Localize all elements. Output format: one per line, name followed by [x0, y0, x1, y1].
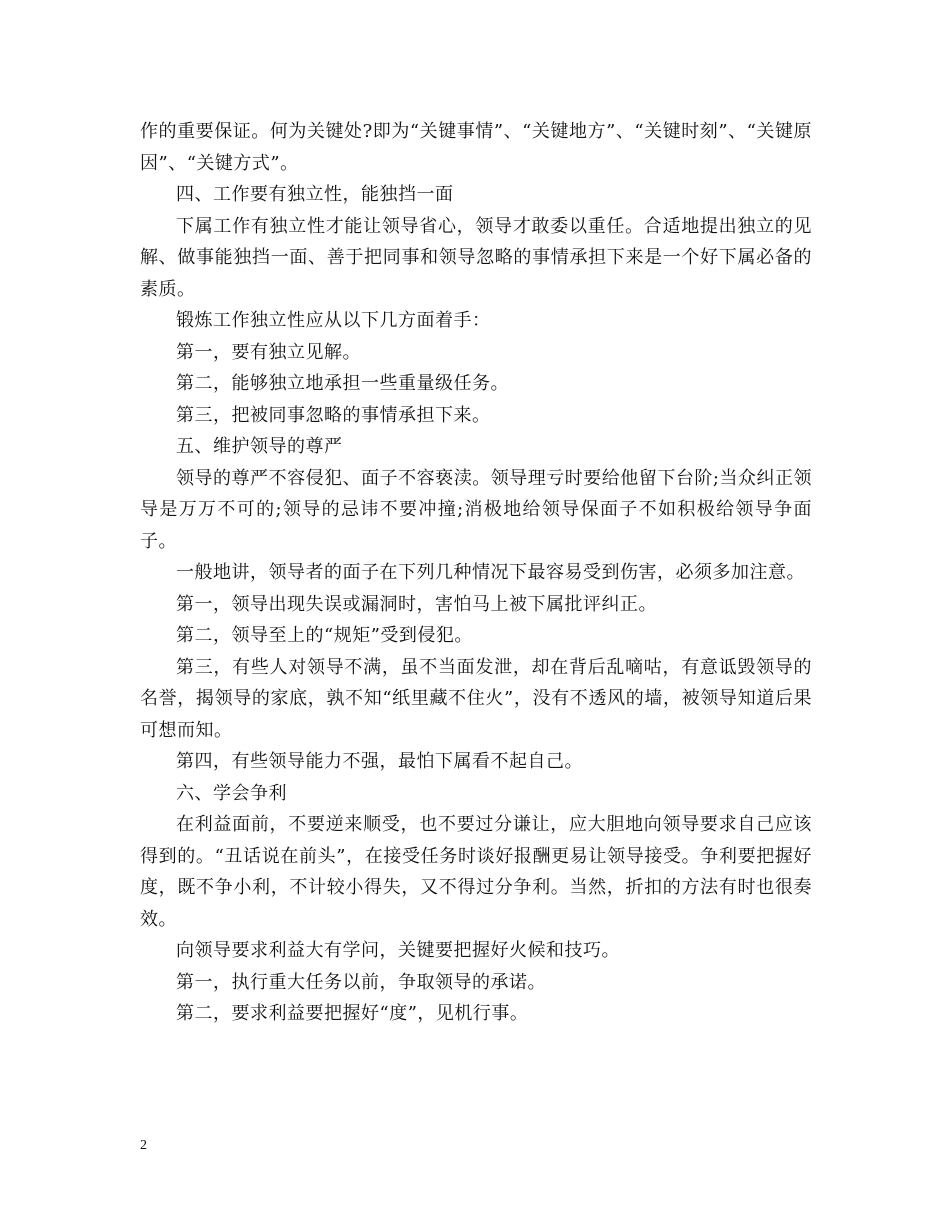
list-item: 第三，把被同事忽略的事情承担下来。: [176, 404, 491, 426]
paragraph: 在利益面前，不要逆来顺受，也不要过分谦让，应大胆地向领导要求自己应该得到的。“丑话说在前头”，在接受任务时谈好报酬更易让领导接受。争利要把握好度，既不争小利，不计较小得失，又不得过分争利。当然，折扣的方法有时也很奏效。: [140, 814, 812, 930]
section-heading: 六、学会争利: [176, 782, 287, 804]
paragraph: 领导的尊严不容侵犯、面子不容亵渎。领导理亏时要给他留下台阶;当众纠正领导是万万不可的;领导的忌讳不要冲撞;消极地给领导保面子不如积极给领导争面子。: [140, 467, 812, 552]
paragraph: 下属工作有独立性才能让领导省心，领导才敢委以重任。合适地提出独立的见解、做事能独挡一面、善于把同事和领导忽略的事情承担下来是一个好下属必备的素质。: [140, 215, 812, 300]
list-item: 第一，领导出现失误或漏洞时，害怕马上被下属批评纠正。: [176, 593, 657, 615]
list-item: 第二，领导至上的“规矩”受到侵犯。: [176, 625, 473, 646]
page-number: 2: [140, 1138, 147, 1153]
list-item: 第三，有些人对领导不满，虽不当面发泄，却在背后乱嘀咕，有意诋毁领导的名誉，揭领导的家底，孰不知“纸里藏不住火”，没有不透风的墙，被领导知道后果可想而知。: [140, 656, 812, 741]
list-item: 第二，能够独立地承担一些重量级任务。: [176, 373, 509, 394]
list-item: 第四，有些领导能力不强，最怕下属看不起自己。: [176, 751, 583, 772]
list-item: 第二，要求利益要把握好“度”，见机行事。: [176, 1003, 529, 1024]
document-body: [140, 116, 812, 1030]
section-heading: 五、维护领导的尊严: [176, 436, 343, 457]
section-heading: 四、工作要有独立性，能独挡一面: [176, 184, 454, 205]
list-item: 第一，要有独立见解。: [176, 341, 361, 363]
paragraph: 锻炼工作独立性应从以下几方面着手：: [176, 310, 491, 331]
paragraph: 向领导要求利益大有学问，关键要把握好火候和技巧。: [176, 940, 620, 961]
paragraph: 作的重要保证。何为关键处?即为“关键事情”、“关键地方”、“关键时刻”、“关键原因”、“关键方式”。: [140, 121, 812, 174]
paragraph: 一般地讲，领导者的面子在下列几种情况下最容易受到伤害，必须多加注意。: [176, 562, 805, 583]
list-item: 第一，执行重大任务以前，争取领导的承诺。: [176, 971, 546, 993]
